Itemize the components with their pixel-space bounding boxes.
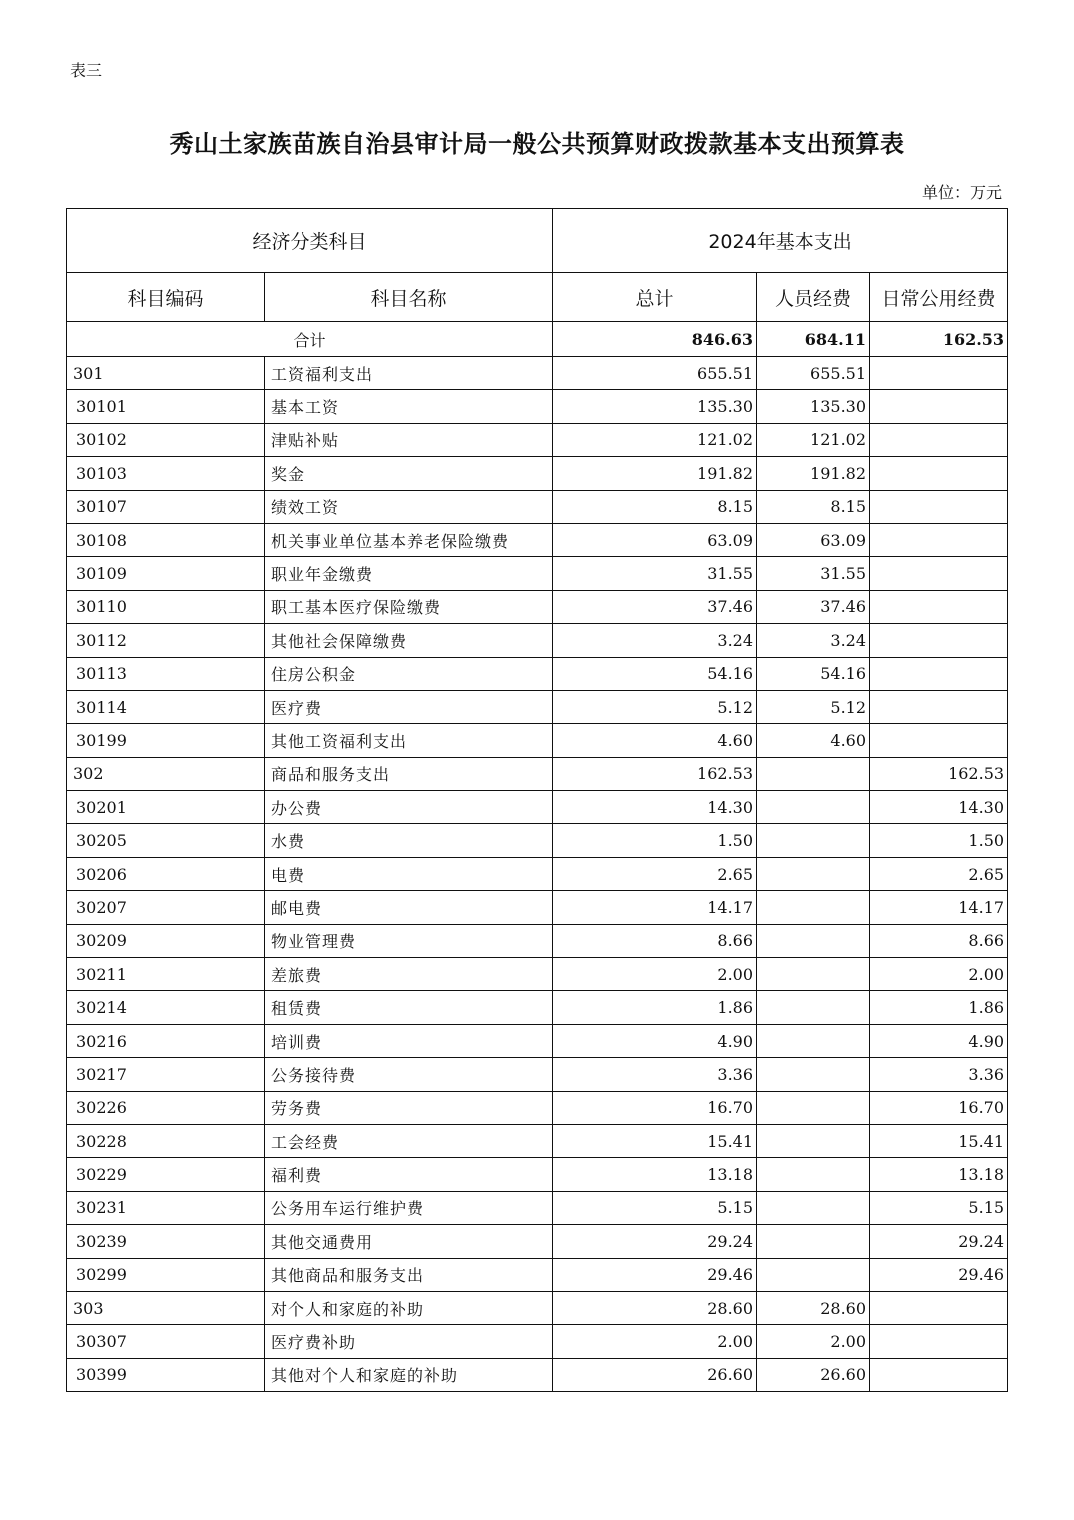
- row-name: 其他工资福利支出: [265, 724, 553, 757]
- row-personnel: [757, 791, 870, 824]
- row-total: 135.30: [553, 390, 757, 423]
- row-total: 54.16: [553, 657, 757, 690]
- row-name: 基本工资: [265, 390, 553, 423]
- row-total: 121.02: [553, 423, 757, 456]
- row-name: 机关事业单位基本养老保险缴费: [265, 523, 553, 556]
- table-row: [67, 1058, 1008, 1091]
- row-daily: 2.00: [870, 958, 1008, 991]
- row-code: 302: [67, 757, 265, 790]
- row-personnel: [757, 924, 870, 957]
- row-total: 16.70: [553, 1091, 757, 1124]
- table-row: [67, 824, 1008, 857]
- row-daily: [870, 724, 1008, 757]
- row-code: 30205: [67, 824, 265, 857]
- row-personnel: [757, 1124, 870, 1157]
- row-personnel: [757, 891, 870, 924]
- row-total: 37.46: [553, 590, 757, 623]
- row-daily: 14.17: [870, 891, 1008, 924]
- table-row: [67, 457, 1008, 490]
- row-daily: 16.70: [870, 1091, 1008, 1124]
- row-daily: 3.36: [870, 1058, 1008, 1091]
- row-personnel: 8.15: [757, 490, 870, 523]
- row-name: 其他商品和服务支出: [265, 1258, 553, 1291]
- table-row: [67, 1158, 1008, 1191]
- row-personnel: 191.82: [757, 457, 870, 490]
- row-total: 29.46: [553, 1258, 757, 1291]
- table-row: [67, 1091, 1008, 1124]
- table-row: [67, 657, 1008, 690]
- row-name: 差旅费: [265, 958, 553, 991]
- row-name: 医疗费: [265, 690, 553, 723]
- table-body: [67, 209, 1008, 1392]
- row-daily: [870, 1325, 1008, 1358]
- row-personnel: [757, 824, 870, 857]
- row-personnel: [757, 857, 870, 890]
- row-code: 30229: [67, 1158, 265, 1191]
- table-row: [67, 1124, 1008, 1157]
- row-code: 30299: [67, 1258, 265, 1291]
- row-daily: 162.53: [870, 757, 1008, 790]
- header-period: 2024年基本支出: [553, 209, 1008, 273]
- row-code: 30209: [67, 924, 265, 957]
- row-code: 30214: [67, 991, 265, 1024]
- header-row-2: [67, 273, 1008, 322]
- row-code: 30207: [67, 891, 265, 924]
- row-code: 30103: [67, 457, 265, 490]
- row-personnel: [757, 757, 870, 790]
- row-code: 30217: [67, 1058, 265, 1091]
- total-label: 合计: [67, 322, 553, 357]
- row-daily: [870, 1291, 1008, 1324]
- row-personnel: 31.55: [757, 557, 870, 590]
- row-code: 30112: [67, 624, 265, 657]
- row-total: 3.24: [553, 624, 757, 657]
- row-name: 水费: [265, 824, 553, 857]
- row-daily: 29.46: [870, 1258, 1008, 1291]
- row-personnel: [757, 1225, 870, 1258]
- row-code: 30206: [67, 857, 265, 890]
- row-daily: [870, 690, 1008, 723]
- row-code: 30102: [67, 423, 265, 456]
- row-personnel: 3.24: [757, 624, 870, 657]
- row-name: 职工基本医疗保险缴费: [265, 590, 553, 623]
- row-total: 8.15: [553, 490, 757, 523]
- table-row: [67, 724, 1008, 757]
- row-total: 191.82: [553, 457, 757, 490]
- row-daily: [870, 357, 1008, 390]
- row-code: 30216: [67, 1024, 265, 1057]
- row-code: 30101: [67, 390, 265, 423]
- row-total: 63.09: [553, 523, 757, 556]
- row-total: 5.12: [553, 690, 757, 723]
- row-personnel: 63.09: [757, 523, 870, 556]
- row-total: 4.90: [553, 1024, 757, 1057]
- row-total: 14.17: [553, 891, 757, 924]
- table-row: [67, 891, 1008, 924]
- row-daily: 13.18: [870, 1158, 1008, 1191]
- row-name: 劳务费: [265, 1091, 553, 1124]
- row-name: 住房公积金: [265, 657, 553, 690]
- total-daily: 162.53: [870, 322, 1008, 357]
- row-personnel: 37.46: [757, 590, 870, 623]
- row-total: 28.60: [553, 1291, 757, 1324]
- row-total: 5.15: [553, 1191, 757, 1224]
- row-code: 30109: [67, 557, 265, 590]
- unit-label: 单位：万元: [921, 183, 1002, 202]
- row-personnel: [757, 1058, 870, 1091]
- row-personnel: [757, 958, 870, 991]
- row-daily: [870, 657, 1008, 690]
- row-total: 2.00: [553, 1325, 757, 1358]
- row-name: 培训费: [265, 1024, 553, 1057]
- table-row: [67, 1358, 1008, 1391]
- row-code: 30307: [67, 1325, 265, 1358]
- row-daily: 29.24: [870, 1225, 1008, 1258]
- header-name: 科目名称: [265, 273, 553, 322]
- row-total: 4.60: [553, 724, 757, 757]
- row-personnel: 2.00: [757, 1325, 870, 1358]
- table-row: [67, 690, 1008, 723]
- table-row: [67, 390, 1008, 423]
- row-total: 2.00: [553, 958, 757, 991]
- row-personnel: 135.30: [757, 390, 870, 423]
- row-name: 办公费: [265, 791, 553, 824]
- row-personnel: [757, 1158, 870, 1191]
- row-personnel: 4.60: [757, 724, 870, 757]
- row-name: 工会经费: [265, 1124, 553, 1157]
- table-row: [67, 357, 1008, 390]
- table-row: [67, 1225, 1008, 1258]
- row-code: 30211: [67, 958, 265, 991]
- row-code: 30226: [67, 1091, 265, 1124]
- row-code: 30108: [67, 523, 265, 556]
- row-personnel: [757, 1024, 870, 1057]
- row-daily: [870, 590, 1008, 623]
- table-row: [67, 590, 1008, 623]
- row-name: 公务接待费: [265, 1058, 553, 1091]
- row-personnel: 5.12: [757, 690, 870, 723]
- header-row-1: [67, 209, 1008, 273]
- table-row: [67, 991, 1008, 1024]
- row-personnel: 26.60: [757, 1358, 870, 1391]
- row-code: 30114: [67, 690, 265, 723]
- row-code: 303: [67, 1291, 265, 1324]
- row-daily: [870, 523, 1008, 556]
- table-row: [67, 1325, 1008, 1358]
- page-title: 秀山土家族苗族自治县审计局一般公共预算财政拨款基本支出预算表: [169, 129, 905, 158]
- row-daily: 1.50: [870, 824, 1008, 857]
- row-daily: 14.30: [870, 791, 1008, 824]
- row-name: 医疗费补助: [265, 1325, 553, 1358]
- header-daily: 日常公用经费: [870, 273, 1008, 322]
- row-code: 30231: [67, 1191, 265, 1224]
- total-personnel: 684.11: [757, 322, 870, 357]
- row-daily: [870, 390, 1008, 423]
- row-name: 奖金: [265, 457, 553, 490]
- row-total: 1.50: [553, 824, 757, 857]
- row-total: 26.60: [553, 1358, 757, 1391]
- row-daily: [870, 624, 1008, 657]
- header-total: 总计: [553, 273, 757, 322]
- table-row: [67, 857, 1008, 890]
- row-total: 29.24: [553, 1225, 757, 1258]
- row-total: 3.36: [553, 1058, 757, 1091]
- table-row: [67, 791, 1008, 824]
- row-daily: [870, 490, 1008, 523]
- table-row: [67, 958, 1008, 991]
- row-name: 对个人和家庭的补助: [265, 1291, 553, 1324]
- row-daily: 1.86: [870, 991, 1008, 1024]
- row-code: 30110: [67, 590, 265, 623]
- row-name: 其他对个人和家庭的补助: [265, 1358, 553, 1391]
- row-name: 职业年金缴费: [265, 557, 553, 590]
- row-total: 162.53: [553, 757, 757, 790]
- table-row: [67, 1191, 1008, 1224]
- row-daily: [870, 557, 1008, 590]
- row-personnel: 121.02: [757, 423, 870, 456]
- table-row: [67, 557, 1008, 590]
- row-personnel: 655.51: [757, 357, 870, 390]
- row-daily: 2.65: [870, 857, 1008, 890]
- row-daily: 15.41: [870, 1124, 1008, 1157]
- row-code: 30239: [67, 1225, 265, 1258]
- table-row: [67, 490, 1008, 523]
- row-code: 30228: [67, 1124, 265, 1157]
- header-category: 经济分类科目: [67, 209, 553, 273]
- row-code: 301: [67, 357, 265, 390]
- row-daily: [870, 423, 1008, 456]
- table-row: [67, 1024, 1008, 1057]
- row-name: 津贴补贴: [265, 423, 553, 456]
- row-total: 15.41: [553, 1124, 757, 1157]
- row-code: 30399: [67, 1358, 265, 1391]
- table-label: 表三: [70, 61, 103, 80]
- row-daily: 5.15: [870, 1191, 1008, 1224]
- row-total: 655.51: [553, 357, 757, 390]
- row-code: 30107: [67, 490, 265, 523]
- row-name: 其他交通费用: [265, 1225, 553, 1258]
- row-name: 商品和服务支出: [265, 757, 553, 790]
- header-code: 科目编码: [67, 273, 265, 322]
- row-name: 福利费: [265, 1158, 553, 1191]
- row-total: 31.55: [553, 557, 757, 590]
- table-row: [67, 1258, 1008, 1291]
- table-row: [67, 1291, 1008, 1324]
- row-name: 电费: [265, 857, 553, 890]
- total-row: [67, 322, 1008, 357]
- table-row: [67, 924, 1008, 957]
- row-name: 邮电费: [265, 891, 553, 924]
- row-daily: [870, 1358, 1008, 1391]
- row-total: 13.18: [553, 1158, 757, 1191]
- row-name: 绩效工资: [265, 490, 553, 523]
- row-total: 2.65: [553, 857, 757, 890]
- row-personnel: [757, 1258, 870, 1291]
- row-daily: [870, 457, 1008, 490]
- row-code: 30201: [67, 791, 265, 824]
- total-value: 846.63: [553, 322, 757, 357]
- table-row: [67, 757, 1008, 790]
- row-personnel: [757, 1091, 870, 1124]
- row-name: 公务用车运行维护费: [265, 1191, 553, 1224]
- table-row: [67, 624, 1008, 657]
- header-personnel: 人员经费: [757, 273, 870, 322]
- row-daily: 4.90: [870, 1024, 1008, 1057]
- row-code: 30199: [67, 724, 265, 757]
- row-name: 租赁费: [265, 991, 553, 1024]
- row-personnel: 28.60: [757, 1291, 870, 1324]
- row-total: 14.30: [553, 791, 757, 824]
- row-name: 其他社会保障缴费: [265, 624, 553, 657]
- row-daily: 8.66: [870, 924, 1008, 957]
- row-total: 8.66: [553, 924, 757, 957]
- row-personnel: 54.16: [757, 657, 870, 690]
- row-personnel: [757, 991, 870, 1024]
- row-name: 物业管理费: [265, 924, 553, 957]
- row-personnel: [757, 1191, 870, 1224]
- table-row: [67, 423, 1008, 456]
- row-name: 工资福利支出: [265, 357, 553, 390]
- table-row: [67, 523, 1008, 556]
- budget-table: [66, 208, 1008, 1392]
- row-total: 1.86: [553, 991, 757, 1024]
- row-code: 30113: [67, 657, 265, 690]
